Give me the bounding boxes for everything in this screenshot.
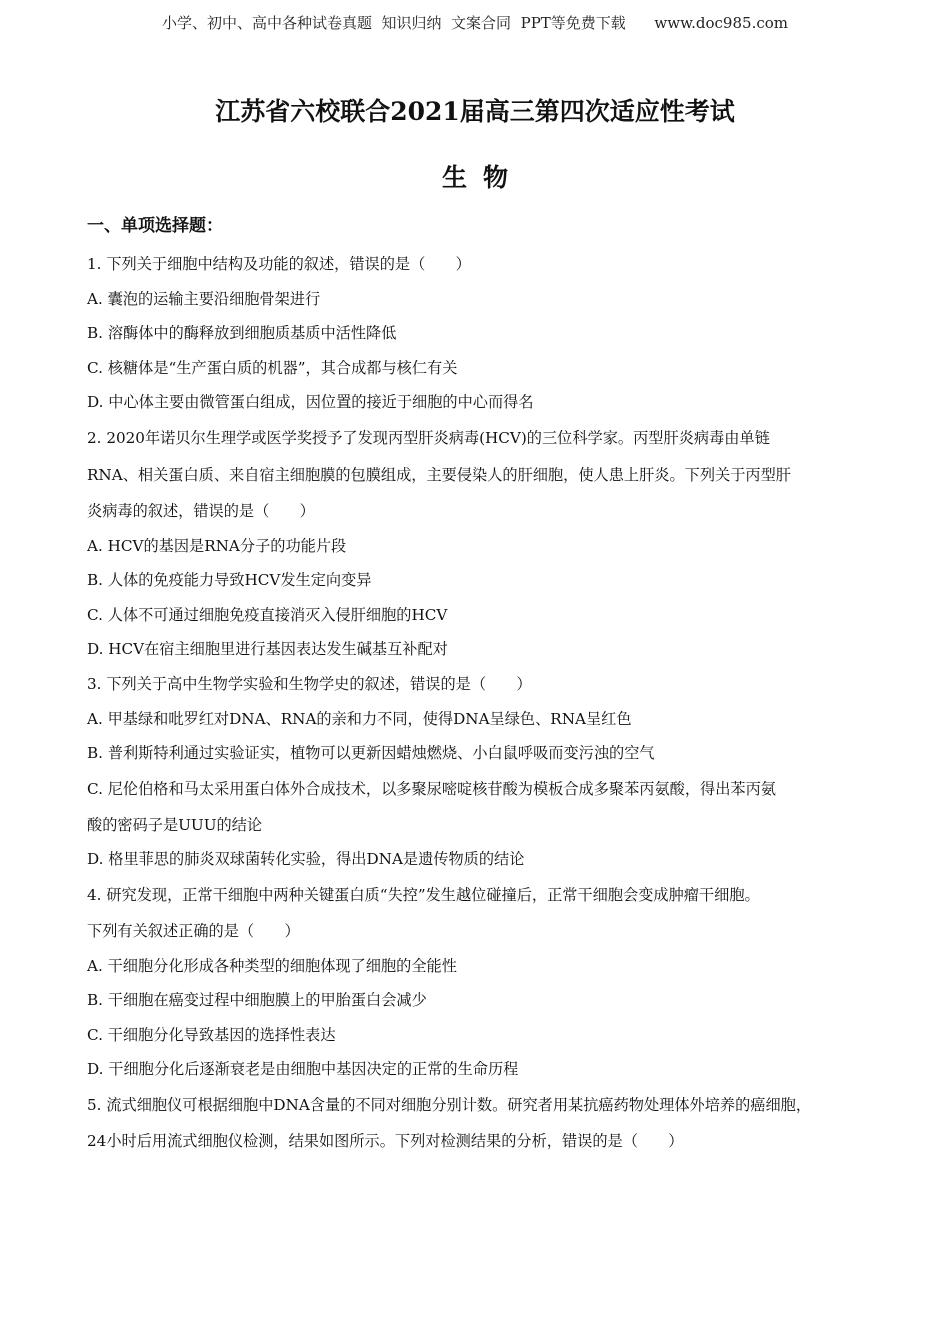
text-line: A. 甲基绿和吡罗红对DNA、RNA的亲和力不同，使得DNA呈绿色、RNA呈红色 bbox=[87, 709, 632, 728]
text-line: D. 格里菲思的肺炎双球菌转化实验，得出DNA是遗传物质的结论 bbox=[87, 850, 525, 869]
text-line: 炎病毒的叙述，错误的是（ ） bbox=[87, 501, 315, 520]
text-line: C. 干细胞分化导致基因的选择性表达 bbox=[87, 1025, 336, 1044]
text-line: 4. 研究发现，正常干细胞中两种关键蛋白质“失控”发生越位碰撞后，正常干细胞会变成肿瘤干细胞。 bbox=[87, 885, 760, 904]
text-line: B. 干细胞在癌变过程中细胞膜上的甲胎蛋白会减少 bbox=[87, 991, 427, 1010]
text-line: 酸的密码子是UUU的结论 bbox=[87, 815, 263, 834]
text-line: A. 囊泡的运输主要沿细胞骨架进行 bbox=[87, 289, 321, 308]
exam-content bbox=[87, 211, 877, 1158]
text-line: 2. 2020年诺贝尔生理学或医学奖授予了发现丙型肝炎病毒(HCV)的三位科学家。丙型肝炎病毒由单链 bbox=[87, 428, 770, 447]
section-heading: 一、单项选择题： bbox=[87, 216, 223, 236]
text-line: A. 干细胞分化形成各种类型的细胞体现了细胞的全能性 bbox=[87, 956, 457, 975]
text-line: 下列有关叙述正确的是（ ） bbox=[87, 921, 300, 940]
text-line: 1. 下列关于细胞中结构及功能的叙述，错误的是（ ） bbox=[87, 255, 471, 273]
text-line: D. 干细胞分化后逐渐衰老是由细胞中基因决定的正常的生命历程 bbox=[87, 1060, 519, 1079]
text-line: RNA、相关蛋白质、来自宿主细胞膜的包膜组成，主要侵染人的肝细胞，使人患上肝炎。下列关于丙型肝 bbox=[87, 465, 791, 484]
text-line: D. HCV在宿主细胞里进行基因表达发生碱基互补配对 bbox=[87, 640, 448, 659]
text-line: B. 人体的免疫能力导致HCV发生定向变异 bbox=[87, 571, 372, 590]
text-line: 3. 下列关于高中生物学实验和生物学史的叙述，错误的是（ ） bbox=[87, 674, 532, 693]
text-line: C. 人体不可通过细胞免疫直接消灭入侵肝细胞的HCV bbox=[87, 605, 448, 624]
text-line: B. 普利斯特利通过实验证实，植物可以更新因蜡烛燃烧、小白鼠呼吸而变污浊的空气 bbox=[87, 744, 655, 763]
page-header: 小学、初中、高中各种试卷真题 知识归纳 文案合同 PPT等免费下载 www.doc985.com bbox=[161, 14, 788, 32]
text-line: C. 尼伦伯格和马太采用蛋白体外合成技术，以多聚尿嘧啶核苷酸为模板合成多聚苯丙氨酸，得出苯丙氨 bbox=[87, 779, 776, 798]
exam-title: 江苏省六校联合2021届高三第四次适应性考试 bbox=[215, 97, 735, 126]
text-line: D. 中心体主要由微管蛋白组成，因位置的接近于细胞的中心而得名 bbox=[87, 393, 534, 412]
question-lines bbox=[87, 247, 877, 1158]
text-line: 5. 流式细胞仪可根据细胞中DNA含量的不同对细胞分别计数。研究者用某抗癌药物处理体外培养的癌细胞， bbox=[87, 1095, 812, 1114]
text-line: C. 核糖体是“生产蛋白质的机器”，其合成都与核仁有关 bbox=[87, 358, 458, 377]
text-line: A. HCV的基因是RNA分子的功能片段 bbox=[87, 536, 347, 555]
exam-subject: 生物 bbox=[441, 163, 524, 192]
text-line: B. 溶酶体中的酶释放到细胞质基质中活性降低 bbox=[87, 324, 397, 343]
text-line: 24小时后用流式细胞仪检测，结果如图所示。下列对检测结果的分析，错误的是（ ） bbox=[87, 1131, 684, 1150]
